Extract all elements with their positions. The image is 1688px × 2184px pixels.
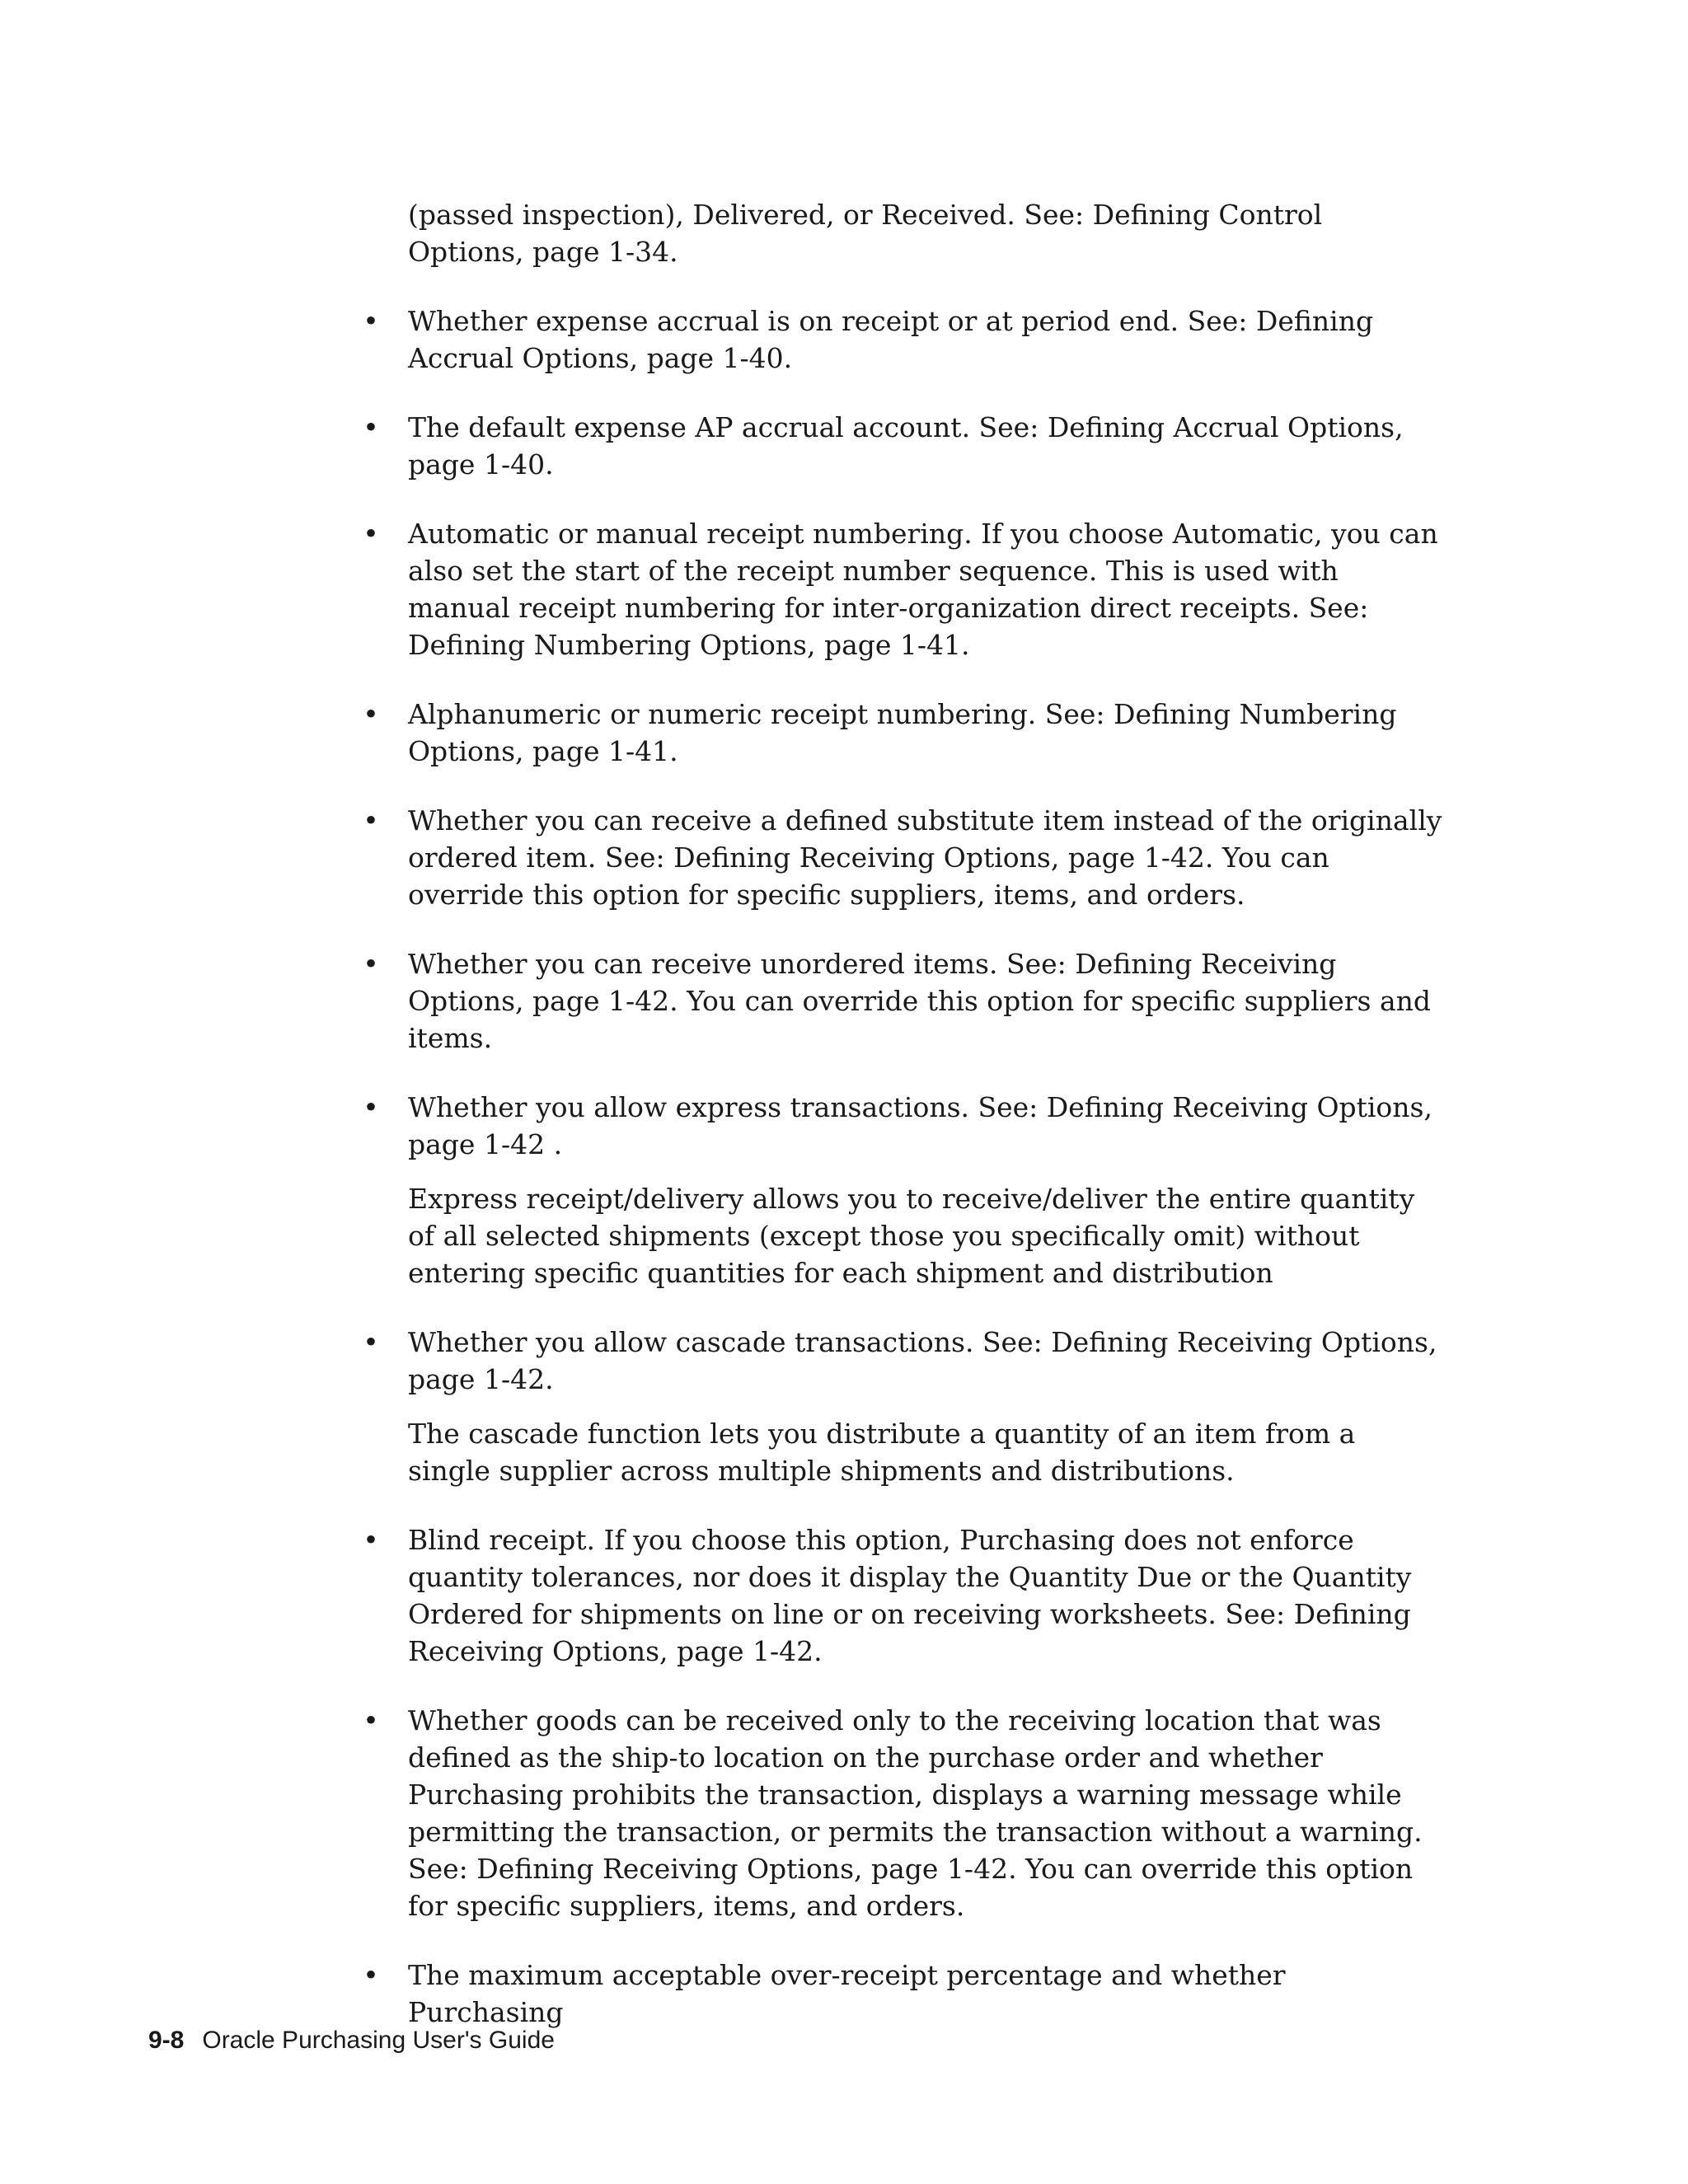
bullet-dot-icon: • bbox=[363, 1704, 379, 1736]
bullet-text: The default expense AP accrual account. See: Defining Accrual Options, page 1-40. bbox=[408, 411, 1404, 480]
bullet-item bbox=[363, 302, 1442, 377]
page-footer bbox=[148, 2026, 555, 2055]
bullet-item bbox=[363, 945, 1442, 1057]
bullet-item bbox=[363, 1521, 1442, 1670]
bullet-text: Whether you can receive unordered items. See: Defining Receiving Options, page 1-42. You can override this option for specific suppliers and items. bbox=[408, 948, 1431, 1054]
footer-page-number: 9-8 bbox=[148, 2027, 185, 2054]
bullet-text: Whether you allow cascade transactions. See: Defining Receiving Options, page 1-42. bbox=[408, 1326, 1437, 1395]
bullet-subparagraph: Express receipt/delivery allows you to receive/deliver the entire quantity of all selected shipments (except those you specifically omit) without entering specific quantities for each shipment and distribution bbox=[408, 1183, 1415, 1289]
bullet-dot-icon: • bbox=[363, 1091, 379, 1123]
bullet-item bbox=[363, 1089, 1442, 1291]
bullet-text: Alphanumeric or numeric receipt numbering. See: Defining Numbering Options, page 1-41. bbox=[408, 698, 1397, 767]
bullet-dot-icon: • bbox=[363, 518, 379, 550]
bullet-text: Whether goods can be received only to the receiving location that was defined as the ship-to location on the purchase order and whether Purchasing prohibits the transaction, displays a warning message while permitting the transaction, or permits the transaction without a warning. See: Defining Receiving Options, page 1-42. You can override this option for specific suppliers, items, and orders. bbox=[408, 1704, 1423, 1922]
footer-book-title: Oracle Purchasing User's Guide bbox=[202, 2027, 555, 2054]
bullet-list bbox=[363, 302, 1442, 2031]
bullet-dot-icon: • bbox=[363, 1959, 379, 1991]
bullet-text: Whether expense accrual is on receipt or at period end. See: Defining Accrual Options, page 1-40. bbox=[408, 305, 1374, 374]
bullet-dot-icon: • bbox=[363, 948, 379, 980]
bullet-text: Automatic or manual receipt numbering. If you choose Automatic, you can also set the start of the receipt number sequence. This is used with manual receipt numbering for inter-organization direct receipts. See: Defining Numbering Options, page 1-41. bbox=[408, 518, 1438, 661]
bullet-item bbox=[363, 1324, 1442, 1489]
bullet-text: Whether you can receive a defined substitute item instead of the originally ordered item. See: Defining Receiving Options, page 1-42. You can override this option for specific suppliers, items, and orders. bbox=[408, 804, 1442, 911]
bullet-item bbox=[363, 515, 1442, 663]
bullet-item bbox=[363, 802, 1442, 913]
bullet-text: Whether you allow express transactions. See: Defining Receiving Options, page 1-42 . bbox=[408, 1091, 1432, 1160]
bullet-dot-icon: • bbox=[363, 1326, 379, 1358]
bullet-item bbox=[363, 409, 1442, 483]
bullet-dot-icon: • bbox=[363, 305, 379, 337]
bullet-subparagraph: The cascade function lets you distribute a quantity of an item from a single supplier across multiple shipments and distributions. bbox=[408, 1418, 1356, 1487]
bullet-dot-icon: • bbox=[363, 698, 379, 730]
bullet-item bbox=[363, 1702, 1442, 1924]
continued-paragraph: (passed inspection), Delivered, or Received. See: Defining Control Options, page 1-34. bbox=[408, 199, 1323, 268]
bullet-dot-icon: • bbox=[363, 411, 379, 443]
bullet-item bbox=[363, 696, 1442, 770]
bullet-dot-icon: • bbox=[363, 1524, 379, 1556]
bullet-text: The maximum acceptable over-receipt percentage and whether Purchasing bbox=[408, 1959, 1286, 2028]
bullet-text: Blind receipt. If you choose this option, Purchasing does not enforce quantity tolerances, nor does it display the Quantity Due or the Quantity Ordered for shipments on line or on receiving worksheets. See: Defining Receiving Options, page 1-42. bbox=[408, 1524, 1412, 1667]
bullet-item bbox=[363, 1957, 1442, 2031]
bullet-dot-icon: • bbox=[363, 804, 379, 837]
